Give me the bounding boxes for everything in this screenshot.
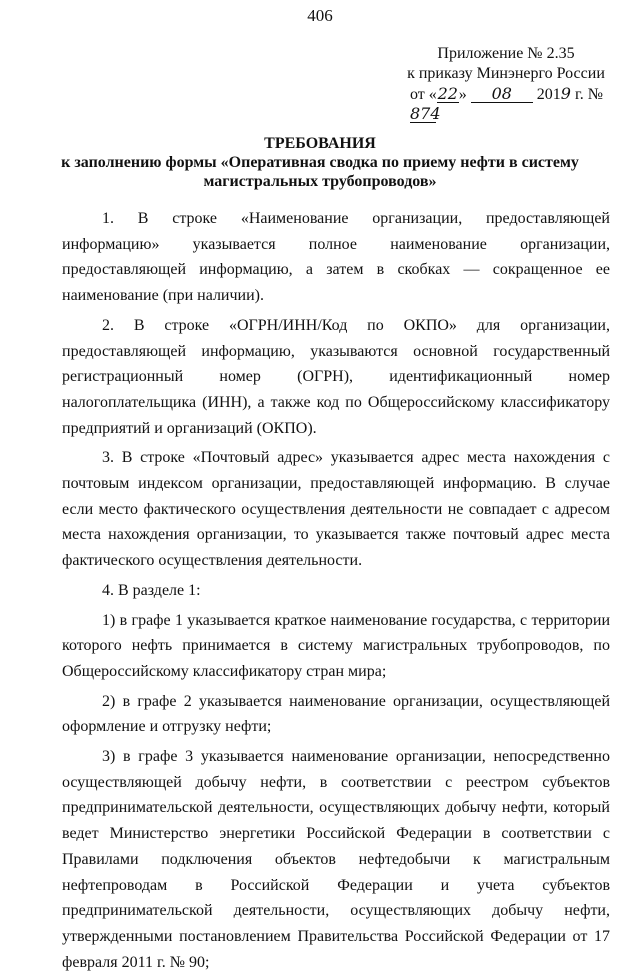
paragraph-2: 2. В строке «ОГРН/ИНН/Код по ОКПО» для организации, предоставляющей информацию, указываются основной государственный регистрационный номер (ОГРН), идентификационный номер налогоплательщика (ИНН), а также код по Общероссийскому классификатору предприятий и организаций (ОКПО). xyxy=(62,316,610,437)
paragraph-4: 4. В разделе 1: xyxy=(102,581,201,599)
page-number: 406 xyxy=(307,6,333,25)
document-subtitle xyxy=(0,153,640,191)
paragraph-4-item-2: 2) в графе 2 указывается наименование организации, осуществляющей оформление и отгрузку нефти; xyxy=(62,692,610,736)
approval-block xyxy=(396,44,616,125)
paragraph-1: 1. В строке «Наименование организации, предоставляющей информацию» указывается полное наименование организации, предоставляющей информацию, а затем в скобках — сокращенное ее наименование (при наличии). xyxy=(62,210,610,305)
document-title: ТРЕБОВАНИЯ xyxy=(264,135,376,152)
handwritten-month: 08 xyxy=(471,86,533,103)
paragraph-4-item-3: 3) в графе 3 указывается наименование организации, непосредственно осуществляющей добычу нефти, в соответствии с реестром субъектов предпринимательской деятельности, осуществляющих добычу нефти, который ведет Министерство энергетики Российской Федерации в соответствии с Правилами подключения объектов нефтедобычи к магистральным нефтепроводам в Российской Федерации и учета субъектов предпринимательской деятельности, осуществляющих добычу нефти, утвержденными постановлением Правительства Российской Федерации от 17 февраля 2011 г. № 90; xyxy=(62,748,610,971)
document-body xyxy=(62,206,610,979)
paragraph-3: 3. В строке «Почтовый адрес» указывается адрес места нахождения с почтовым индексом организации, предоставляющей информацию. В случае если место фактического осуществления деятельности не совпадает с адресом места нахождения организации, то указывается также почтовый адрес места фактического осуществления деятельности. xyxy=(62,449,610,570)
date-prefix: от « xyxy=(410,86,437,103)
subtitle-line-2: магистральных трубопроводов» xyxy=(203,173,437,190)
date-mid: » xyxy=(458,86,467,103)
subtitle-line-1: к заполнению формы «Оперативная сводка по приему нефти в систему xyxy=(61,154,579,171)
handwritten-order-number: 874 xyxy=(410,104,441,123)
appendix-line: Приложение № 2.35 xyxy=(437,45,575,62)
paragraph-4-item-1: 1) в графе 1 указывается краткое наименование государства, с территории которого нефть принимается в систему магистральных трубопроводов, по Общероссийскому классификатору стран мира; xyxy=(62,611,610,680)
handwritten-day: 22 xyxy=(437,84,458,103)
year-prefix: 201 xyxy=(536,86,561,103)
year-suffix: г. № xyxy=(570,86,603,103)
handwritten-year-digit: 9 xyxy=(560,84,571,103)
order-date-line xyxy=(396,84,616,125)
order-reference-line: к приказу Минэнерго России xyxy=(407,65,605,82)
